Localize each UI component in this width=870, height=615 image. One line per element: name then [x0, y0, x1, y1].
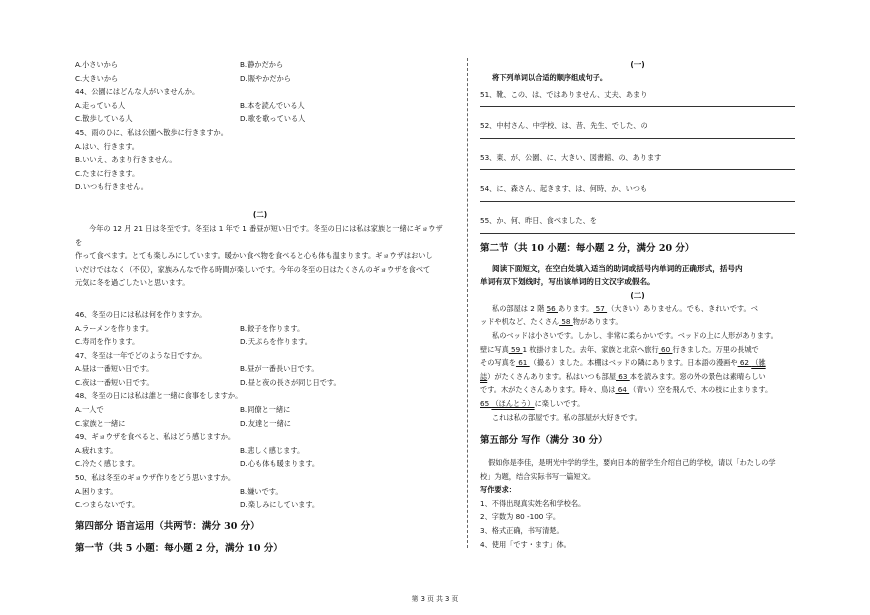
blank-56[interactable]: 56 — [546, 303, 558, 313]
option-row — [75, 72, 445, 86]
sub-title: (二) — [630, 290, 645, 300]
requirement: 4、使用「です・ます」体。 — [480, 539, 571, 549]
instruction2-line: 单词有双下划线时，写出该单词的日文汉字或假名。 — [480, 277, 655, 287]
page-footer: 第 3 页 共 3 页 — [411, 595, 459, 603]
option: C.夜は一番短い日です。 — [75, 377, 154, 387]
passage-line: 私の部屋は 2 階 56 あります。 57 （大きい）ありません。でも、きれいです。ベ — [492, 303, 758, 313]
question-55: 55、か、何、昨日、食べました、を — [480, 215, 597, 225]
passage — [75, 222, 445, 290]
requirement: 3、格式正确，书写清楚。 — [480, 526, 564, 536]
blank-59[interactable]: 59 — [508, 344, 523, 354]
option: B.いいえ、あまり行きません。 — [75, 155, 177, 165]
requirements-title: 写作要求： — [480, 485, 516, 495]
option-row — [75, 444, 445, 458]
option: A.疲れます。 — [75, 445, 118, 455]
option: A.ラーメンを作ります。 — [75, 323, 154, 333]
option: C.たまに行きます。 — [75, 168, 140, 178]
option-row — [75, 58, 445, 72]
question-50: 50、私は冬至のギョウザ作りをどう思いますか。 — [75, 473, 236, 483]
passage-line: ッドや机など、たくさん 58 物があります。 — [480, 317, 623, 327]
question-53: 53、東、が、公園、に、大きい、図書館、の、あります — [480, 152, 662, 162]
option: C.家族と一緒に — [75, 418, 126, 428]
cloze-passage — [480, 302, 795, 424]
option-row — [75, 457, 445, 471]
section-title: (一) — [630, 60, 645, 69]
section1-title: 第一节（共 5 小题：每小题 2 分，满分 10 分） — [75, 542, 283, 554]
answer-line[interactable] — [480, 138, 795, 139]
option: C.散歩している人 — [75, 114, 133, 124]
option: C.寿司を作ります。 — [75, 337, 140, 347]
left-column — [75, 58, 445, 556]
option: D.賑やかだから — [240, 73, 291, 83]
part4-title: 第四部分 语言运用（共两节：满分 30 分） — [75, 520, 260, 532]
passage-line: 元気に冬を過ごしたいと思います。 — [75, 278, 190, 288]
option: B.餃子を作ります。 — [240, 323, 305, 333]
column-divider — [467, 58, 468, 548]
question-44: 44、公園にはどんな人がいませんか。 — [75, 87, 200, 97]
option-row — [75, 498, 445, 512]
passage-line: いだけではなく（不仅），家族みんなで作る時間が楽しいです。今年の冬至の日はたくさんのギョウザを食べて — [75, 264, 431, 274]
answer-line[interactable] — [480, 201, 795, 202]
option-row — [75, 417, 445, 431]
answer-line[interactable] — [480, 233, 795, 234]
blank-62[interactable]: 62 — [737, 358, 752, 368]
question-54: 54、に、森さん、起きます、は、何時、か、いつも — [480, 184, 648, 194]
option-row — [75, 322, 445, 336]
question-51: 51、靴、この、は、ではありません、丈夫、あまり — [480, 89, 648, 99]
question-52: 52、中村さん、中学校、は、昔、先生、でした、の — [480, 121, 648, 131]
option-row — [75, 403, 445, 417]
question-47: 47、冬至は一年でどのような日ですか。 — [75, 350, 207, 360]
option: A.困ります。 — [75, 486, 118, 496]
option: D.友達と一緒に — [240, 418, 291, 428]
option: A.小さいから — [75, 60, 119, 69]
option-row — [75, 376, 445, 390]
requirement: 1、不得出现真实姓名和学校名。 — [480, 498, 586, 508]
option: B.嫌いです。 — [240, 486, 283, 496]
instruction2-line: 阅读下面短文，在空白处填入适当的助词或括号内单词的正确形式，括号内 — [492, 263, 743, 273]
option: C.大きいから — [75, 73, 119, 83]
instruction: 将下列单词以合适的顺序组成句子。 — [492, 73, 608, 82]
option: A.走っている人 — [75, 100, 126, 110]
blank-58[interactable]: 58 — [559, 317, 573, 327]
answer-line[interactable] — [480, 106, 795, 107]
right-column — [480, 58, 795, 551]
blank-61[interactable]: 61 — [515, 358, 530, 368]
passage-line: 誌）がたくさんあります。私はいつも部屋 63 本を読みます。窓の外の景色は素晴らしい — [480, 371, 766, 381]
passage-line: 今年の 12 月 21 日は冬至です。冬至は 1 年で 1 番昼が短い日です。冬至の日には私は家族と一緒にギョウザを — [75, 223, 443, 247]
option: D.楽しみにしています。 — [240, 500, 320, 510]
passage-line: 壁に写真 59 1 枚掛けました。去年、家族と北京へ旅行 60 行きました。万里の長城で — [480, 344, 759, 354]
writing-line: 校」为题，结合实际书写一篇短文。 — [480, 471, 596, 481]
section2-title: 第二节（共 10 小题：每小题 2 分，满分 20 分） — [480, 242, 695, 254]
option: D.歌を歌っている人 — [240, 114, 306, 124]
blank-65[interactable]: 65 — [480, 398, 492, 408]
option-row — [75, 335, 445, 349]
blank-60[interactable]: 60 — [658, 344, 673, 354]
option: B.静かだから — [240, 60, 284, 69]
passage-line: これは私の部屋です。私の部屋が大好きです。 — [492, 412, 642, 422]
option-row — [75, 99, 445, 113]
question-45: 45、雨のひに、私は公園へ散歩に行きますか。 — [75, 127, 228, 137]
blank-63[interactable]: 63 — [616, 371, 630, 381]
blank-64[interactable]: 64 — [615, 385, 630, 395]
passage-line: その写真を 61 （撮る）ました。本棚はベッドの隣にあります。日本語の漫画や 62 （雑 — [480, 358, 766, 368]
option: C.つまらないです。 — [75, 500, 140, 510]
section-title: (二) — [252, 209, 268, 219]
option: A.昼は一番短い日です。 — [75, 364, 154, 374]
question-49: 49、ギョウザを食べると、私はどう感じますか。 — [75, 432, 236, 442]
option: A.はい、行きます。 — [75, 141, 139, 151]
option: B.同僚と一緒に — [240, 405, 291, 415]
question-46: 46、冬至の日には私は何を作りますか。 — [75, 309, 207, 319]
passage-line: 私のベッドは小さいです。しかし、非常に柔らかいです。ベッドの上に人形があります。 — [492, 330, 778, 340]
part5-title: 第五部分 写作（满分 30 分） — [480, 435, 608, 447]
requirement: 2、字数为 80 -100 字。 — [480, 512, 561, 522]
option: D.昼と夜の長さが同じ日です。 — [240, 377, 341, 387]
answer-line[interactable] — [480, 169, 795, 170]
passage-line: 作って食べます。とても楽しみにしています。暖かい食べ物を食べると心も体も温まります。ギョウザはおいし — [75, 251, 433, 261]
option: D.いつも行きません。 — [75, 182, 148, 192]
option: B.昼が一番長い日です。 — [240, 364, 319, 374]
option: B.本を読んでいる人 — [240, 100, 305, 110]
option: C.冷たく感じます。 — [75, 459, 140, 469]
blank-57[interactable]: 57 — [593, 303, 608, 313]
passage-line: 65 （ほんとう）に楽しいです。 — [480, 398, 585, 408]
question-48: 48、冬至の日には私は誰と一緒に食事をしますか。 — [75, 391, 243, 401]
passage-line: です。木がたくさんあります。時々、鳥は 64 （青い）空を飛んで、木の枝に止まります。 — [480, 385, 773, 395]
writing-prompt — [480, 456, 795, 483]
option: A.一人で — [75, 405, 104, 415]
option: B.悲しく感じます。 — [240, 445, 305, 455]
option: D.心も体も暖まります。 — [240, 459, 320, 469]
writing-line: 假如你是李佳，是明光中学的学生，要向日本的留学生介绍自己的学校，请以「わたしの学 — [488, 458, 776, 468]
option-row — [75, 112, 445, 126]
option: D.天ぷらを作ります。 — [240, 337, 312, 347]
option-row — [75, 485, 445, 499]
option-row — [75, 362, 445, 376]
